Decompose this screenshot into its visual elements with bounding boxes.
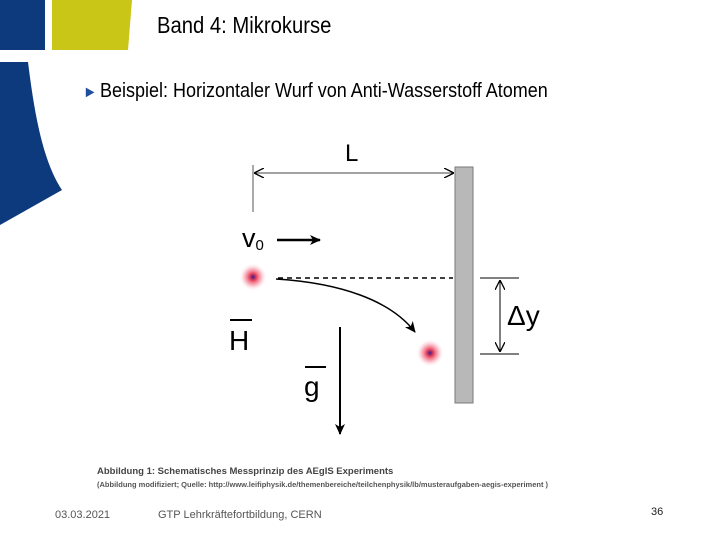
detector-wall — [455, 167, 473, 403]
label-v: v — [242, 223, 256, 253]
label-H: H — [229, 325, 250, 356]
label-v0 — [242, 223, 264, 254]
label-dy: Δy — [507, 300, 540, 331]
page-number: 36 — [651, 506, 664, 518]
label-g: g — [304, 371, 320, 402]
label-v-subscript: 0 — [255, 237, 264, 254]
footer-event: GTP Lehrkräftefortbildung, CERN — [158, 509, 322, 521]
bullet-text: Beispiel: Horizontaler Wurf von Anti-Wasserstoff Atomen — [99, 80, 548, 102]
antihydrogen-atom-start — [239, 263, 267, 291]
trajectory-curve — [276, 279, 415, 332]
label-L: L — [345, 140, 359, 167]
footer-date: 03.03.2021 — [55, 509, 111, 521]
antihydrogen-atom-end — [416, 339, 444, 367]
bullet-marker: ► — [83, 84, 98, 101]
figure-caption: Abbildung 1: Schematisches Messprinzip des AEgIS Experiments — [97, 466, 394, 477]
figure-source: (Abbildung modifiziert; Quelle: http://www.leifiphysik.de/themenbereiche/teilchenphysik/lb/musteraufgaben-aegis-experiment ) — [97, 480, 549, 489]
slide-title: Band 4: Mikrokurse — [157, 12, 332, 38]
